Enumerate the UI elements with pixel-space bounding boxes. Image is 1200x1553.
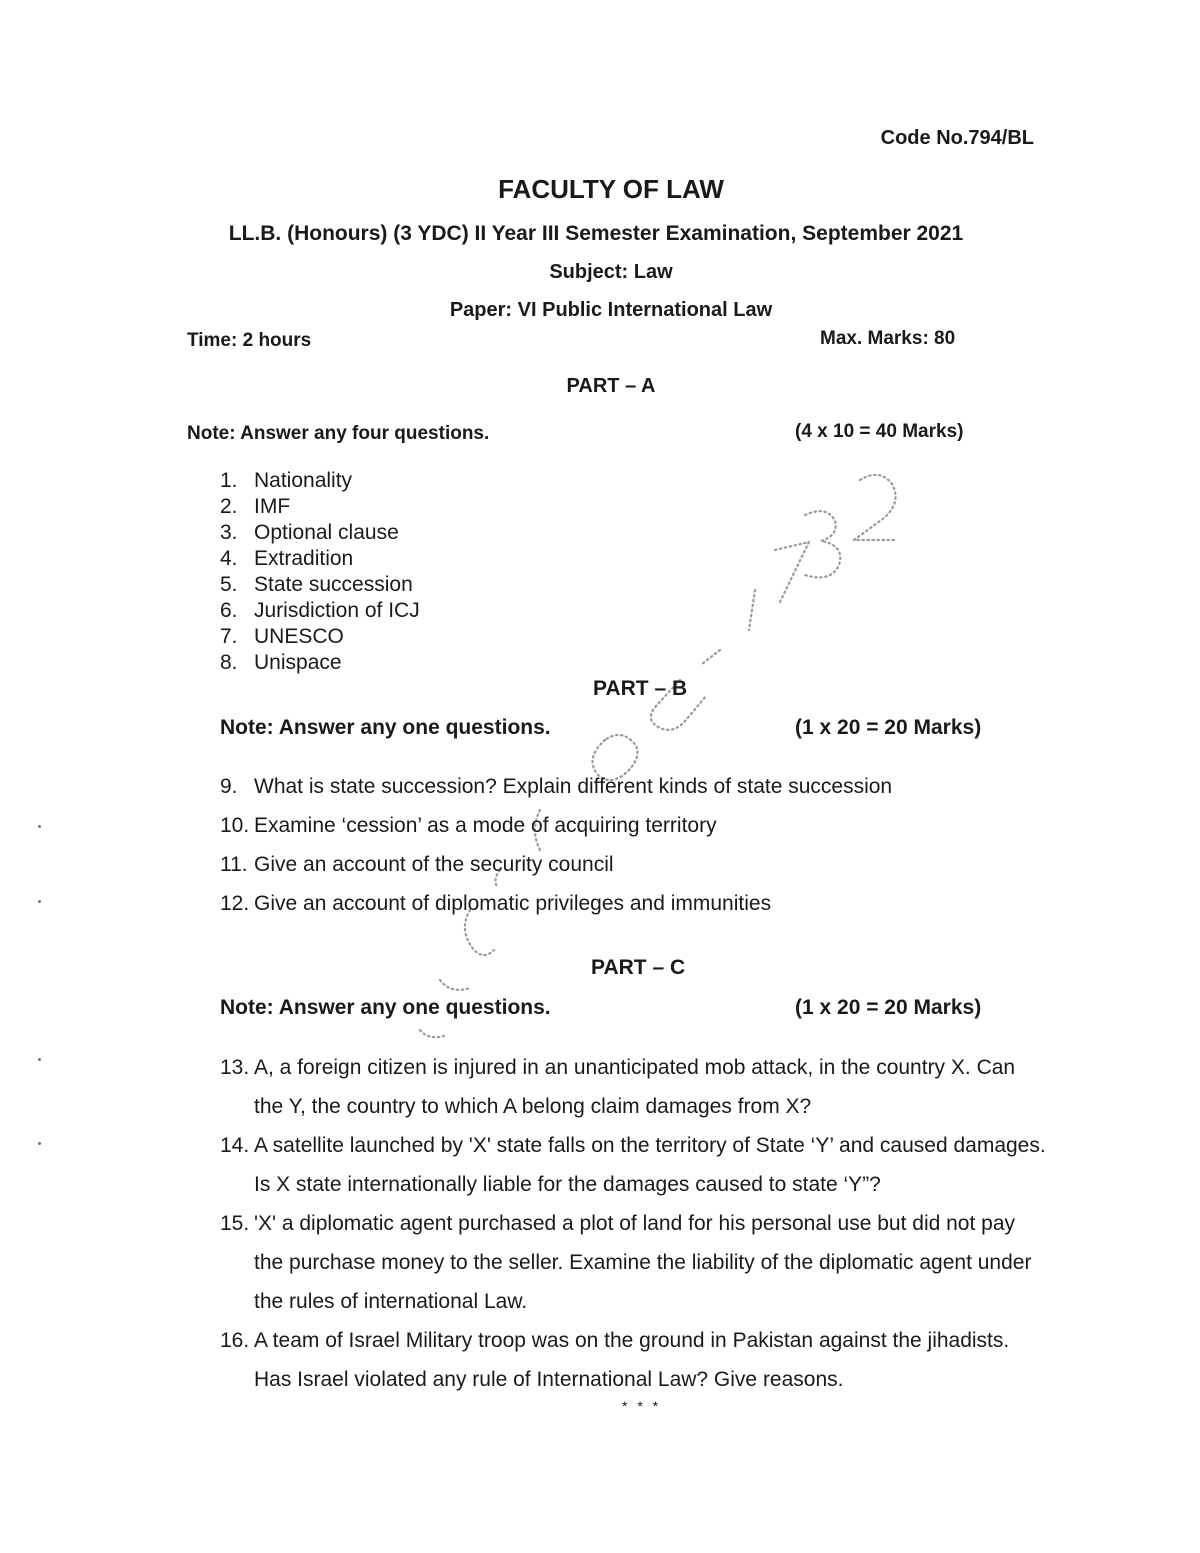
part-a-marks: (4 x 10 = 40 Marks) xyxy=(795,421,964,442)
list-item xyxy=(220,774,892,813)
question-text: Jurisdiction of ICJ xyxy=(254,599,420,622)
question-number: 3. xyxy=(220,521,238,544)
list-item xyxy=(220,891,892,930)
question-text: UNESCO xyxy=(254,625,344,648)
max-marks: Max. Marks: 80 xyxy=(820,328,956,349)
part-a-title: PART – A xyxy=(566,375,656,397)
margin-dot xyxy=(38,1142,41,1145)
question-number: 4. xyxy=(220,547,238,570)
question-number: 2. xyxy=(220,495,238,518)
list-item xyxy=(220,546,420,572)
exam-title: LL.B. (Honours) (3 YDC) II Year III Semester Examination, September 2021 xyxy=(228,222,964,245)
question-number: 12. xyxy=(220,892,250,915)
question-number: 5. xyxy=(220,573,238,596)
list-item xyxy=(220,813,892,852)
faculty-title: FACULTY OF LAW xyxy=(498,174,724,204)
question-text: Nationality xyxy=(254,469,353,492)
part-c-marks: (1 x 20 = 20 Marks) xyxy=(795,996,982,1019)
question-number: 13. xyxy=(220,1056,250,1079)
margin-dot xyxy=(38,825,41,828)
question-number: 7. xyxy=(220,625,238,648)
question-number: 6. xyxy=(220,599,238,622)
part-a-note: Note: Answer any four questions. xyxy=(187,423,490,444)
list-item xyxy=(220,572,420,598)
question-number: 1. xyxy=(220,469,238,492)
list-item xyxy=(220,1321,1050,1399)
question-text: Give an account of the security council xyxy=(254,853,614,876)
list-item xyxy=(220,624,420,650)
time-allowed: Time: 2 hours xyxy=(187,330,312,351)
question-text: Give an account of diplomatic privileges and immunities xyxy=(254,892,772,915)
question-text: 'X' a diplomatic agent purchased a plot of land for his personal use but did not pay the purchase money to the seller. Examine the liability of the diplomatic agent under the rules of international Law. xyxy=(254,1212,1032,1313)
list-item xyxy=(220,852,892,891)
question-number: 10. xyxy=(220,814,250,837)
part-b-title: PART – B xyxy=(593,677,688,700)
question-number: 9. xyxy=(220,775,238,798)
part-b-note: Note: Answer any one questions. xyxy=(220,716,551,739)
question-number: 16. xyxy=(220,1329,250,1352)
question-text: What is state succession? Explain different kinds of state succession xyxy=(254,775,893,798)
list-item xyxy=(220,1048,1050,1126)
part-c-note: Note: Answer any one questions. xyxy=(220,996,551,1019)
question-text: Examine ‘cession’ as a mode of acquiring territory xyxy=(254,814,717,837)
question-text: Unispace xyxy=(254,651,342,674)
question-text: IMF xyxy=(254,495,291,518)
code-number: Code No.794/BL xyxy=(880,127,1034,149)
question-text: A, a foreign citizen is injured in an unanticipated mob attack, in the country X. Can the Y, the country to which A belong claim damages from X? xyxy=(254,1056,1016,1118)
list-item xyxy=(220,468,420,494)
part-a-question-list xyxy=(220,468,420,676)
question-text: A team of Israel Military troop was on the ground in Pakistan against the jihadists. Has Israel violated any rule of International Law? Give reasons. xyxy=(254,1329,1010,1391)
part-b-question-list xyxy=(220,774,892,930)
question-text: State succession xyxy=(254,573,413,596)
list-item xyxy=(220,494,420,520)
question-text: Optional clause xyxy=(254,521,399,544)
list-item xyxy=(220,1204,1050,1321)
margin-dot xyxy=(38,900,41,903)
question-number: 14. xyxy=(220,1134,250,1157)
list-item xyxy=(220,598,420,624)
end-marker: * * * xyxy=(622,1398,662,1414)
list-item xyxy=(220,520,420,546)
paper-line: Paper: VI Public International Law xyxy=(449,299,773,321)
question-number: 8. xyxy=(220,651,238,674)
list-item xyxy=(220,1126,1050,1204)
part-c-question-list xyxy=(220,1048,1050,1399)
question-number: 11. xyxy=(220,853,248,876)
margin-dot xyxy=(38,1058,41,1061)
question-text: A satellite launched by 'X' state falls on the territory of State ‘Y’ and caused damages. Is X state internationally liable for the damages caused to state ‘Y”? xyxy=(254,1134,1046,1196)
part-b-marks: (1 x 20 = 20 Marks) xyxy=(795,716,982,739)
subject-line: Subject: Law xyxy=(549,261,673,283)
list-item xyxy=(220,650,420,676)
question-text: Extradition xyxy=(254,547,354,570)
question-number: 15. xyxy=(220,1212,250,1235)
part-c-title: PART – C xyxy=(591,956,686,979)
